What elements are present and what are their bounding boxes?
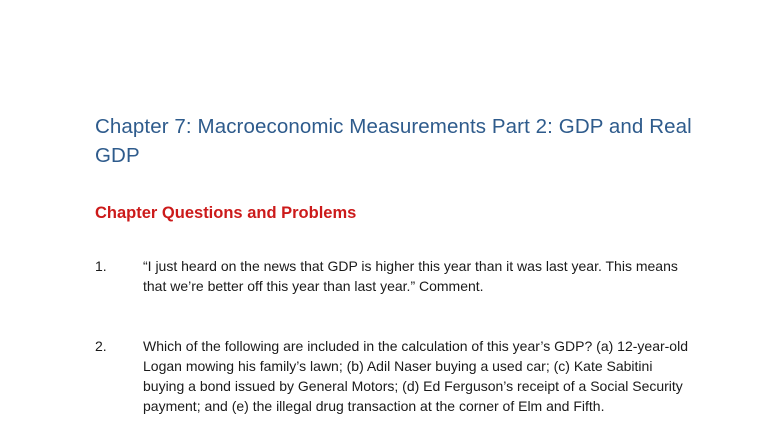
question-item — [95, 336, 695, 436]
chapter-title: Chapter 7: Macroeconomic Measurements Part 2: GDP and Real GDP — [95, 115, 692, 167]
question-text: Which of the following are included in the calculation of this year’s GDP? (a) 12-year-old Logan mowing his family’s lawn; (b) Adil Naser buying a used car; (c) Kate Sabitini buying a bond issued by General Motors; (d) Ed Ferguson’s receipt of a Social Security payment; and (e) the illegal drug transaction at the corner of Elm and Fifth. — [143, 338, 688, 414]
question-item — [95, 256, 695, 298]
section-heading: Chapter Questions and Problems — [95, 204, 357, 222]
question-number: 1. — [95, 258, 107, 274]
question-number: 2. — [95, 338, 107, 354]
question-text: “I just heard on the news that GDP is higher this year than it was last year. This means that we’re better off this year than last year.” Comment. — [143, 258, 678, 294]
